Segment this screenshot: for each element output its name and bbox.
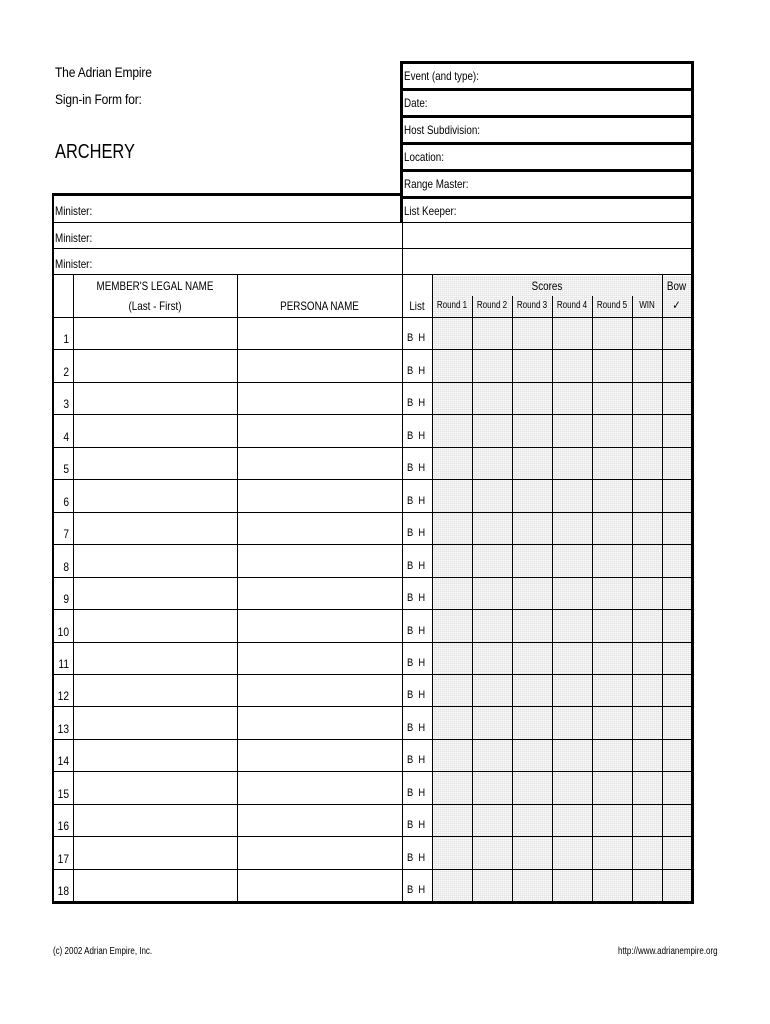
list-bh-option[interactable]: B H	[407, 657, 426, 669]
row-number: 16	[57, 819, 69, 833]
table-bottom-border	[52, 901, 694, 904]
round-2-header: Round 2	[476, 300, 508, 311]
legal-name-header: MEMBER'S LEGAL NAME	[96, 279, 214, 293]
persona-name-cell[interactable]	[238, 643, 401, 673]
round-4-header: Round 4	[556, 300, 588, 311]
table-right-border	[691, 222, 694, 903]
list-bh-option[interactable]: B H	[407, 462, 426, 474]
col-rule	[632, 296, 633, 901]
row-number: 3	[63, 397, 69, 411]
persona-name-cell[interactable]	[238, 480, 401, 510]
minister-input[interactable]	[150, 251, 400, 273]
minister-input[interactable]	[150, 198, 400, 220]
row-number: 9	[63, 592, 69, 606]
persona-name-cell[interactable]	[238, 610, 401, 640]
list-header: List	[409, 299, 425, 313]
copyright: (c) 2002 Adrian Empire, Inc.	[53, 946, 153, 957]
legal-name-subheader: (Last - First)	[128, 299, 182, 313]
persona-name-cell[interactable]	[238, 448, 401, 478]
persona-name-cell[interactable]	[238, 415, 401, 445]
col-rule	[472, 296, 473, 901]
row-number: 12	[57, 689, 69, 703]
persona-name-cell[interactable]	[238, 837, 401, 867]
row-number: 11	[58, 657, 69, 671]
list-bh-option[interactable]: B H	[407, 852, 426, 864]
list-bh-option[interactable]: B H	[407, 625, 426, 637]
legal-name-cell[interactable]	[74, 675, 236, 705]
row-number: 6	[63, 495, 69, 509]
persona-name-cell[interactable]	[238, 350, 401, 380]
row-number: 7	[63, 527, 69, 541]
event-field-label: Range Master:	[404, 177, 469, 191]
org-name: The Adrian Empire	[55, 64, 152, 80]
list-bh-option[interactable]: B H	[407, 754, 426, 766]
list-bh-option[interactable]: B H	[407, 787, 426, 799]
table-list-divider-upper	[402, 193, 403, 903]
list-bh-option[interactable]: B H	[407, 819, 426, 831]
minister-label: Minister:	[55, 231, 93, 245]
minister-rule	[52, 248, 694, 249]
event-field-label: Date:	[404, 96, 428, 110]
table-left-border	[52, 193, 54, 903]
minister-label: Minister:	[55, 257, 93, 271]
legal-name-cell[interactable]	[74, 805, 236, 835]
col-rule	[512, 296, 513, 901]
list-bh-option[interactable]: B H	[407, 689, 426, 701]
minister-rule	[52, 274, 694, 275]
list-bh-option[interactable]: B H	[407, 722, 426, 734]
list-bh-option[interactable]: B H	[407, 527, 426, 539]
legal-name-cell[interactable]	[74, 740, 236, 770]
minister-label: Minister:	[55, 204, 93, 218]
bow-shaded-area	[663, 276, 691, 901]
legal-name-cell[interactable]	[74, 837, 236, 867]
row-number: 8	[63, 560, 69, 574]
footer-url[interactable]: http://www.adrianempire.org	[618, 946, 718, 957]
col-rule	[432, 275, 433, 901]
event-field-input[interactable]	[403, 145, 691, 167]
legal-name-cell[interactable]	[74, 545, 236, 575]
persona-name-cell[interactable]	[238, 870, 401, 900]
legal-name-cell[interactable]	[74, 448, 236, 478]
event-field-label: Event (and type):	[404, 69, 479, 83]
row-number: 15	[57, 787, 69, 801]
page-title: ARCHERY	[55, 141, 135, 163]
legal-name-cell[interactable]	[74, 610, 236, 640]
event-field-label: List Keeper:	[404, 204, 457, 218]
row-number: 4	[63, 430, 69, 444]
legal-name-cell[interactable]	[74, 772, 236, 802]
legal-name-cell[interactable]	[74, 480, 236, 510]
row-number: 5	[63, 462, 69, 476]
persona-name-cell[interactable]	[238, 707, 401, 737]
minister-rule	[52, 222, 694, 223]
row-number: 2	[63, 365, 69, 379]
legal-name-cell[interactable]	[74, 318, 236, 348]
row-number: 13	[57, 722, 69, 736]
scores-shaded-area	[433, 276, 662, 901]
persona-name-cell[interactable]	[238, 383, 401, 413]
form-subtitle: Sign-in Form for:	[55, 91, 142, 107]
legal-name-cell[interactable]	[74, 350, 236, 380]
event-field-label: Host Subdivision:	[404, 123, 481, 137]
round-5-header: Round 5	[596, 300, 628, 311]
row-number: 14	[57, 754, 69, 768]
persona-name-cell[interactable]	[238, 805, 401, 835]
list-bh-option[interactable]: B H	[407, 560, 426, 572]
list-bh-option[interactable]: B H	[407, 592, 426, 604]
legal-name-cell[interactable]	[74, 578, 236, 608]
persona-name-header: PERSONA NAME	[280, 299, 359, 313]
minister-input[interactable]	[150, 225, 400, 247]
list-bh-option[interactable]: B H	[407, 397, 426, 409]
win-header: WIN	[639, 300, 655, 311]
legal-name-cell[interactable]	[74, 383, 236, 413]
row-number: 1	[63, 332, 69, 346]
round-1-header: Round 1	[436, 300, 468, 311]
list-bh-option[interactable]: B H	[407, 495, 426, 507]
row-number: 18	[57, 884, 69, 898]
col-rule	[662, 275, 663, 901]
event-field-input[interactable]	[403, 199, 691, 221]
event-field-input[interactable]	[403, 91, 691, 113]
col-rule	[552, 296, 553, 901]
legal-name-cell[interactable]	[74, 707, 236, 737]
persona-name-cell[interactable]	[238, 318, 401, 348]
legal-name-cell[interactable]	[74, 513, 236, 543]
list-bh-option[interactable]: B H	[407, 332, 426, 344]
col-rule	[592, 296, 593, 901]
round-3-header: Round 3	[516, 300, 548, 311]
persona-name-cell[interactable]	[238, 740, 401, 770]
legal-name-cell[interactable]	[74, 643, 236, 673]
row-number: 17	[57, 852, 69, 866]
list-bh-option[interactable]: B H	[407, 430, 426, 442]
list-bh-option[interactable]: B H	[407, 884, 426, 896]
persona-name-cell[interactable]	[238, 675, 401, 705]
persona-name-cell[interactable]	[238, 772, 401, 802]
persona-name-cell[interactable]	[238, 545, 401, 575]
legal-name-cell[interactable]	[74, 415, 236, 445]
legal-name-cell[interactable]	[74, 870, 236, 900]
persona-name-cell[interactable]	[238, 578, 401, 608]
bow-header: Bow	[666, 279, 687, 293]
event-field-label: Location:	[404, 150, 444, 164]
row-number: 10	[57, 625, 69, 639]
scores-header: Scores	[531, 279, 563, 293]
list-bh-option[interactable]: B H	[407, 365, 426, 377]
bow-check-header: ✓	[672, 298, 681, 312]
event-field-input[interactable]	[403, 64, 691, 86]
persona-name-cell[interactable]	[238, 513, 401, 543]
event-field-input[interactable]	[403, 172, 691, 194]
event-field-input[interactable]	[403, 118, 691, 140]
minister-top-rule	[52, 193, 403, 196]
